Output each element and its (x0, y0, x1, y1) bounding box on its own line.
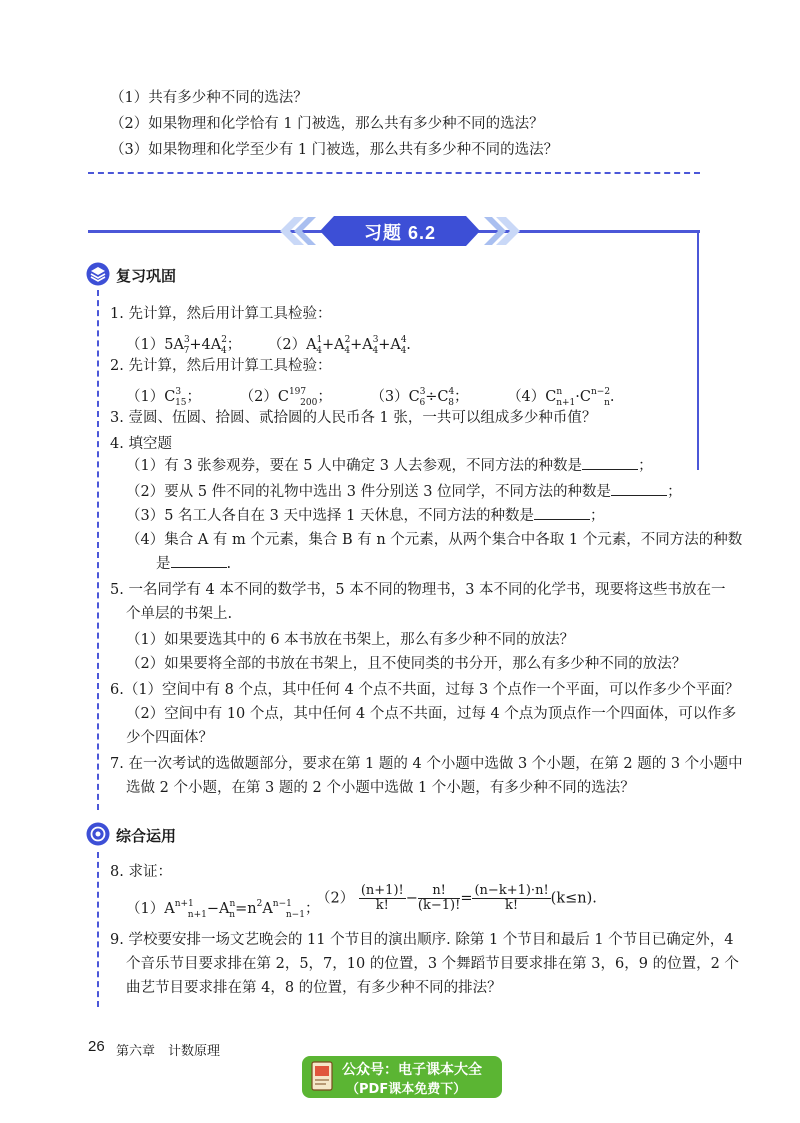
q1-stem: 1. 先计算，然后用计算工具检验： (110, 306, 332, 322)
section-review: 复习巩固 (116, 268, 177, 285)
page-number: 26 (88, 1038, 105, 1055)
book-icon (310, 1061, 336, 1093)
q9-line-2: 个音乐节目要求排在第 2，5，7，10 的位置，3 个舞蹈节目要求排在第 3，6，9 的位置，2 个 (126, 956, 739, 972)
q4-item-3: （3）5 名工人各自在 3 天中选择 1 天休息，不同方法的种数是 ； (126, 508, 605, 524)
exercise-title: 习题 6.2 (363, 223, 437, 243)
q2-stem: 2. 先计算，然后用计算工具检验： (110, 358, 332, 374)
left-dashed-line-2 (97, 852, 99, 1007)
q1-parts: $(1)5A^3_7+4A^2_4$； $(2)A^1_4+A^2_4+A^3_4+A^4_4$. (126, 335, 411, 356)
q4-stem: 4. 填空题 (110, 436, 172, 452)
q6-line-2: （2）空间中有 10 个点，其中任何 4 个点不共面，过每 4 个点为顶点作一个四面体，可以作多 (126, 706, 737, 722)
left-dashed-line (97, 290, 99, 810)
q7-line-2: 选做 2 个小题，在第 3 题的 2 个小题中选做 1 个小题，有多少种不同的选法？ (126, 780, 635, 796)
q8-part-1: $(1)A^{n+1}_{n+1}-A^n_n=n^2A^{n-1}_{n-1}$； (126, 899, 320, 920)
section-divider (88, 172, 700, 174)
q8-part-2: （2） $\frac{(n+1)!}{k!}$ − $\frac{n!}{(k-1)!}$ = $\frac{(n-k+1)\cdot n!}{k!}$ (k≤n). (316, 883, 597, 913)
q9-line-1: 9. 学校要安排一场文艺晚会的 11 个节目的演出顺序. 除第 1 个节目和最后 1 个节目已确定外，4 (110, 932, 734, 948)
q5-line-1: 5. 一名同学有 4 本不同的数学书，5 本不同的物理书，3 本不同的化学书，现要将这些书放在一 (110, 582, 726, 598)
q4-item-4: （4）集合 A 有 m 个元素，集合 B 有 n 个元素，从两个集合中各取 1 个元素，不同方法的种数 (126, 532, 743, 548)
fraction-2: $\frac{n!}{(k-1)!}$ (417, 883, 461, 913)
stamp-line-2: （PDF课本免费下） (346, 1082, 467, 1097)
q5-sub-1: （1）如果要选其中的 6 本书放在书架上，那么有多少种不同的放法？ (126, 632, 575, 648)
q6-line-1: 6.（1）空间中有 8 个点，其中任何 4 个点不共面，过每 3 个点作一个平面，可以作多少个平面？ (110, 682, 740, 698)
q8-stem: 8. 求证： (110, 864, 172, 880)
q3: 3. 壹圆、伍圆、拾圆、贰拾圆的人民币各 1 张，一共可以组成多少种币值？ (110, 410, 597, 426)
q4-item-4-tail: 是 . (156, 556, 232, 572)
q2-parts: $(1)C^3_{15}$； $(2)C^{197}_{200}$； $(3)C^3_6\div C^4_8$； $(4)C^n_{n+1}\cdot C^{n-2}_n$. (126, 387, 615, 408)
q5-sub-2: （2）如果要将全部的书放在书架上，且不使同类的书分开，那么有多少种不同的放法？ (126, 656, 687, 672)
target-icon (86, 822, 110, 846)
q4-item-2: （2）要从 5 件不同的礼物中选出 3 件分别送 3 位同学，不同方法的种数是 ； (126, 484, 682, 500)
layers-icon (86, 262, 110, 286)
section-application: 综合运用 (116, 828, 177, 845)
watermark-stamp (302, 1056, 502, 1098)
top-question-1: （1）共有多少种不同的选法？ (110, 90, 308, 106)
fraction-1: $\frac{(n+1)!}{k!}$ (360, 883, 404, 913)
top-question-3: （3）如果物理和化学至少有 1 门被选，那么共有多少种不同的选法？ (110, 142, 559, 158)
stamp-line-1: 公众号：电子课本大全 (342, 1062, 482, 1078)
q5-line-2: 个单层的书架上. (126, 606, 233, 622)
top-question-2: （2）如果物理和化学恰有 1 门被选，那么共有多少种不同的选法？ (110, 116, 544, 132)
q4-item-1: （1）有 3 张参观券，要在 5 人中确定 3 人去参观，不同方法的种数是 ； (126, 458, 653, 474)
q6-line-3: 少个四面体？ (126, 730, 213, 746)
right-rule (697, 230, 699, 470)
q9-line-3: 曲艺节目要求排在第 4，8 的位置，有多少种不同的排法？ (126, 980, 502, 996)
q7-line-1: 7. 在一次考试的选做题部分，要求在第 1 题的 4 个小题中选做 3 个小题，在第 2 题的 3 个小题中 (110, 756, 743, 772)
chapter-name: 第六章 计数原理 (116, 1044, 221, 1059)
fraction-3: $\frac{(n-k+1)\cdot n!}{k!}$ (474, 883, 549, 913)
